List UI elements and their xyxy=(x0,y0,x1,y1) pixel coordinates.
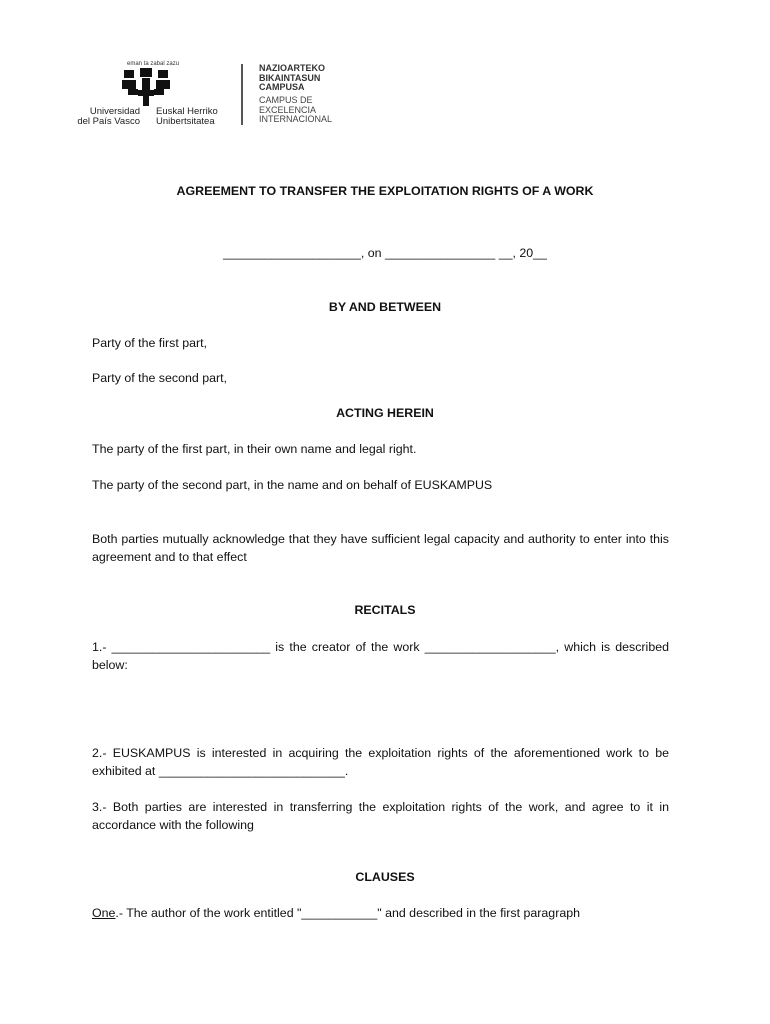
letterhead xyxy=(0,0,770,140)
campus-name-basque: NAZIOARTEKO BIKAINTASUN CAMPUSA xyxy=(259,63,325,93)
university-name-spanish: Universidad del País Vasco xyxy=(77,106,140,127)
party-second-line: Party of the second part, xyxy=(92,371,227,385)
recital-1-paragraph: 1.- _______________________ is the creator of the work ___________________, which is described below: xyxy=(92,640,669,672)
campus-name-spanish: CAMPUS DE EXCELENCIA INTERNACIONAL xyxy=(259,95,333,125)
recitals-heading: RECITALS xyxy=(354,603,416,617)
logo-divider xyxy=(241,64,243,125)
capacity-paragraph: Both parties mutually acknowledge that they have sufficient legal capacity and authority to enter into this agreement and to that effect xyxy=(92,532,669,564)
acting-herein-heading: ACTING HEREIN xyxy=(336,406,434,420)
university-tree-logo-icon xyxy=(118,68,176,106)
acting-first-line: The party of the first part, in their own name and legal right. xyxy=(92,442,417,456)
acting-second-line: The party of the second part, in the name and on behalf of EUSKAMPUS xyxy=(92,478,493,492)
date-place-line: ____________________, on ________________ __, 20__ xyxy=(223,246,547,260)
university-motto: eman ta zabal zazu xyxy=(127,61,180,67)
recital-3-paragraph: 3.- Both parties are interested in transferring the exploitation rights of the work, and agree to it in accordance with the following xyxy=(92,800,669,832)
university-name-basque: Euskal Herriko Unibertsitatea xyxy=(156,106,218,127)
clause-one-text: .- The author of the work entitled "___________" and described in the first paragraph xyxy=(115,906,580,920)
by-and-between-heading: BY AND BETWEEN xyxy=(328,300,442,314)
clauses-heading: CLAUSES xyxy=(355,870,415,884)
document-title: AGREEMENT TO TRANSFER THE EXPLOITATION RIGHTS OF A WORK xyxy=(176,184,594,198)
party-first-line: Party of the first part, xyxy=(92,336,208,350)
recital-2-paragraph: 2.- EUSKAMPUS is interested in acquiring the exploitation rights of the aforementioned work to be exhibited at ___________________________. xyxy=(92,746,669,778)
clause-one-paragraph xyxy=(92,906,580,920)
clause-one-label: One xyxy=(92,906,116,920)
